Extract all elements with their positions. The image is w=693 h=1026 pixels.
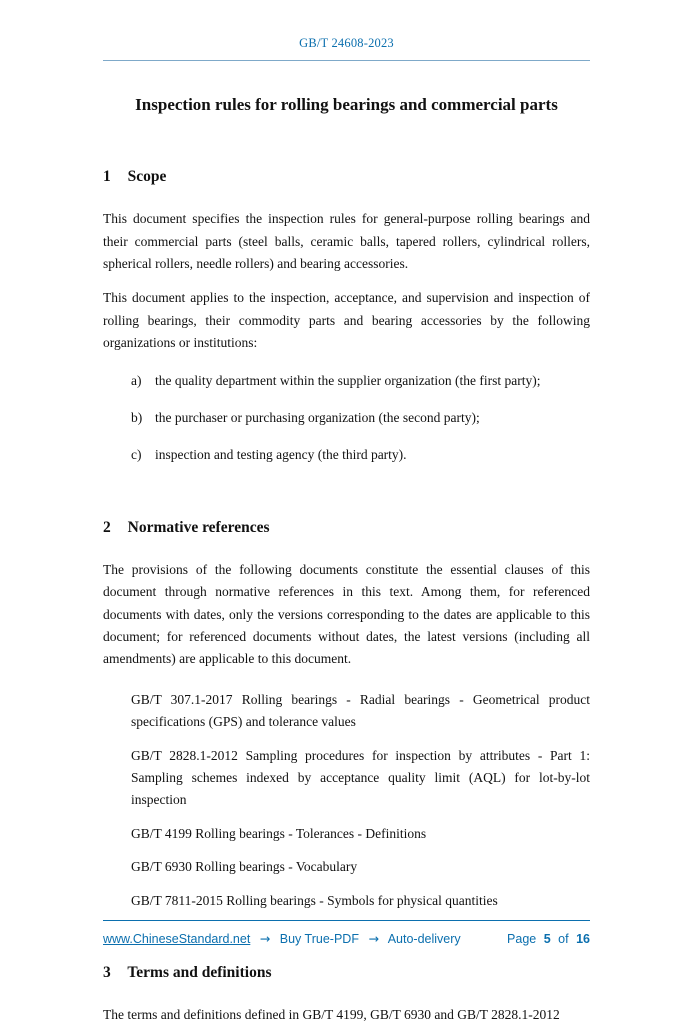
section-1-title: Scope [127,168,167,186]
section-2-heading [103,519,590,537]
list-item-a-text: the quality department within the supplier organization (the first party); [155,372,541,388]
header-divider [103,60,590,61]
scope-paragraph-2: This document applies to the inspection, acceptance, and supervision and inspection of rolling bearings, their commodity parts and bearing accessories by the following organizations or institutions: [103,290,590,351]
page-footer [103,920,590,946]
reference-item-3: GB/T 4199 Rolling bearings - Tolerances - Definitions [131,825,427,841]
section-terms-definitions [103,964,590,1026]
reference-item-4: GB/T 6930 Rolling bearings - Vocabulary [131,859,358,875]
terms-paragraph-1: The terms and definitions defined in GB/T 4199, GB/T 6930 and GB/T 2828.1-2012 [103,1007,560,1023]
reference-item-2: GB/T 2828.1-2012 Sampling procedures for inspection by attributes - Part 1: Sampling schemes indexed by acceptance quality limit (AQL) for lot-by-lot inspection [131,747,590,808]
footer-left-group [103,931,467,946]
footer-page-indicator [503,932,590,946]
scope-list [103,370,590,467]
page-number: 5 [543,932,551,946]
section-3-title: Terms and definitions [127,964,272,982]
section-3-heading [103,964,590,982]
section-normative-references [103,519,590,912]
scope-paragraph-1: This document specifies the inspection rules for general-purpose rolling bearings and their commercial parts (steel balls, ceramic balls, tapered rollers, cylindrical rollers, spherical rollers, needle rollers) and bearing accessories. [103,211,590,271]
section-3-number: 3 [103,964,111,982]
list-item-c-label: c) [131,447,142,463]
normative-paragraph-1: The provisions of the following documents constitute the essential clauses of this document through normative references in this text. Among them, for referenced documents with dates, only the versions corresponding to the dates are applicable to this document; for referenced documents without dates, the latest versions (including all amendments) are applicable to this document. [103,561,590,667]
list-item-c-text: inspection and testing agency (the third party). [155,447,407,463]
footer-buy-label: Buy True-PDF [279,932,359,946]
footer-website-link[interactable]: www.ChineseStandard.net [103,932,251,946]
arrow-right-icon: → [368,931,379,946]
list-item-a [103,370,590,392]
reference-item-5: GB/T 7811-2015 Rolling bearings - Symbols for physical quantities [131,892,498,908]
total-pages: 16 [576,932,590,946]
footer-delivery-label: Auto-delivery [387,932,461,946]
section-2-title: Normative references [127,518,270,536]
arrow-right-icon: → [259,931,271,946]
section-1-number: 1 [103,168,111,186]
list-item-b [103,407,590,429]
reference-list [103,689,590,912]
reference-item-1: GB/T 307.1-2017 Rolling bearings - Radial bearings - Geometrical product specifications (GPS) and tolerance values [131,691,590,730]
of-label: of [558,932,569,946]
section-scope [103,168,590,467]
doc-number: GB/T 24608-2023 [299,36,394,50]
section-1-heading [103,168,590,186]
page-label: Page [507,932,537,946]
document-title: Inspection rules for rolling bearings and commercial parts [135,95,558,114]
list-item-a-label: a) [131,372,142,388]
section-2-number: 2 [103,518,111,536]
list-item-c [103,444,590,466]
list-item-b-text: the purchaser or purchasing organization (the second party); [155,409,480,425]
list-item-b-label: b) [131,409,143,425]
